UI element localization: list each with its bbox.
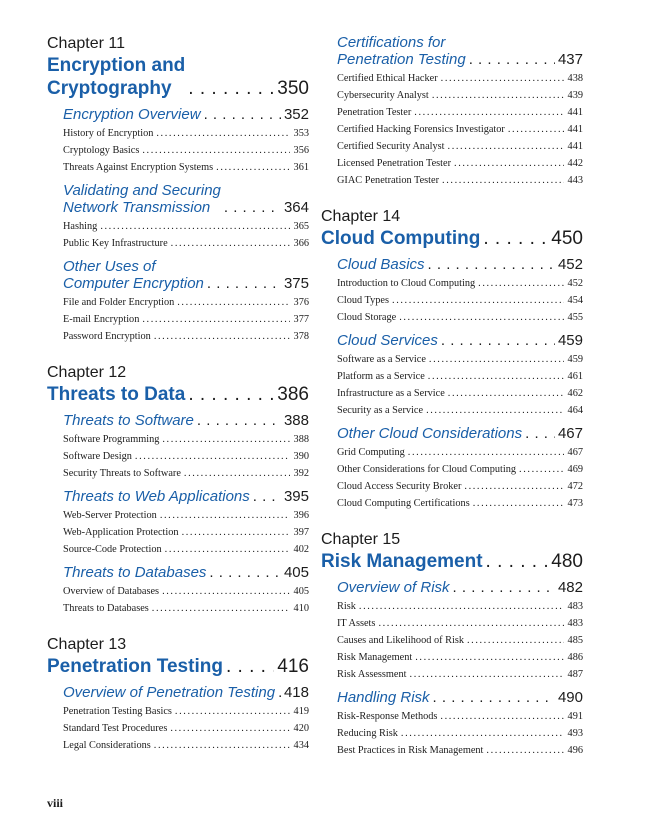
entry-page-number: 441 (567, 107, 583, 118)
chapter-title (47, 383, 309, 406)
toc-entry (337, 444, 583, 461)
section-title (337, 689, 583, 706)
entry-title: Penetration Testing Basics (63, 706, 172, 717)
entry-page-number: 361 (293, 162, 309, 173)
dot-leader (429, 351, 564, 368)
section-title (337, 34, 583, 68)
toc-entry (337, 309, 583, 326)
entry-title: Standard Test Procedures (63, 723, 168, 734)
entry-title: Certified Hacking Forensics Investigator (337, 124, 505, 135)
entry-page-number: 487 (567, 669, 583, 680)
toc-entry (337, 649, 583, 666)
toc-entry (63, 328, 309, 345)
entry-title: Cryptology Basics (63, 145, 140, 156)
toc-entry (337, 87, 583, 104)
entry-page-number: 392 (293, 468, 309, 479)
entry-page-number: 467 (567, 447, 583, 458)
chapter-title (47, 655, 309, 678)
toc-entry (63, 448, 309, 465)
dot-leader (207, 275, 281, 292)
entry-title: Introduction to Cloud Computing (337, 278, 476, 289)
entry-page-number: 462 (567, 388, 583, 399)
section-title-text: Cloud Services (337, 332, 438, 349)
entry-title: Web-Server Protection (63, 510, 157, 521)
section-title-text: Other Uses of Computer Encryption (63, 258, 204, 292)
chapter-label: Chapter 14 (321, 208, 401, 225)
dot-leader (154, 737, 290, 754)
toc-entry (63, 703, 309, 720)
entry-list (337, 351, 583, 419)
dot-leader (442, 172, 564, 189)
chapter-block (47, 34, 309, 345)
toc-entry (337, 708, 583, 725)
entry-title: Software Programming (63, 434, 160, 445)
entry-page-number: 473 (567, 498, 583, 509)
dot-leader (152, 600, 290, 617)
entry-title: Causes and Likelihood of Risk (337, 635, 464, 646)
dot-leader (464, 478, 564, 495)
entry-title: Password Encryption (63, 331, 151, 342)
entry-page-number: 454 (567, 295, 583, 306)
toc-entry (337, 104, 583, 121)
entry-title: Threats to Databases (63, 603, 149, 614)
toc-entry (63, 311, 309, 328)
entry-page-number: 366 (293, 238, 309, 249)
entry-title: Source-Code Protection (63, 544, 162, 555)
section-title-text: Cloud Basics (337, 256, 425, 273)
section-title (63, 684, 309, 701)
entry-list (63, 218, 309, 252)
dot-leader (378, 615, 564, 632)
section-page-number: 388 (283, 412, 309, 429)
dot-leader (160, 507, 290, 524)
chapter-title-text: Risk Management (321, 551, 483, 572)
entry-title: Best Practices in Risk Management (337, 745, 484, 756)
toc-entry (337, 632, 583, 649)
section-block (337, 579, 583, 683)
section-title (63, 564, 309, 581)
entry-title: Cybersecurity Analyst (337, 90, 429, 101)
page-number: viii (47, 796, 64, 810)
section-title-text: Overview of Risk (337, 579, 450, 596)
chapter-title-text: Penetration Testing (47, 656, 223, 677)
dot-leader (188, 383, 274, 406)
toc-entry (337, 725, 583, 742)
entry-page-number: 353 (293, 128, 309, 139)
toc-entry (63, 600, 309, 617)
section-title-text: Threats to Web Applications (63, 488, 250, 505)
dot-leader (428, 368, 564, 385)
dot-leader (182, 524, 290, 541)
toc-entry (337, 478, 583, 495)
section-page-number: 395 (283, 488, 309, 505)
toc-entry (63, 159, 309, 176)
entry-page-number: 356 (293, 145, 309, 156)
section-page-number: 452 (557, 256, 583, 273)
entry-page-number: 420 (293, 723, 309, 734)
dot-leader (433, 689, 555, 706)
section-title (63, 182, 309, 216)
entry-title: Security as a Service (337, 405, 424, 416)
section-title-text: Encryption Overview (63, 106, 201, 123)
entry-page-number: 491 (567, 711, 583, 722)
section-title-text: Handling Risk (337, 689, 430, 706)
entry-list (63, 294, 309, 345)
entry-page-number: 442 (567, 158, 583, 169)
section-block (63, 564, 309, 617)
toc-entry (337, 615, 583, 632)
entry-page-number: 419 (293, 706, 309, 717)
dot-leader (224, 199, 281, 216)
chapter-page-number: 480 (551, 551, 583, 572)
section-page-number: 482 (557, 579, 583, 596)
entry-page-number: 486 (567, 652, 583, 663)
entry-page-number: 493 (567, 728, 583, 739)
toc-entry (337, 666, 583, 683)
entry-title: Cloud Access Security Broker (337, 481, 462, 492)
entry-page-number: 441 (567, 141, 583, 152)
dot-leader (408, 444, 564, 461)
entry-title: Security Threats to Software (63, 468, 181, 479)
section-block (337, 425, 583, 512)
section-title (337, 256, 583, 273)
entry-list (337, 444, 583, 512)
chapter-title (47, 54, 309, 100)
entry-page-number: 459 (567, 354, 583, 365)
chapter-label: Chapter 13 (47, 636, 127, 653)
entry-page-number: 443 (567, 175, 583, 186)
dot-leader (441, 332, 555, 349)
dot-leader (469, 51, 555, 68)
section-block (63, 488, 309, 558)
entry-list (337, 598, 583, 683)
entry-list (63, 583, 309, 617)
toc-entry (63, 218, 309, 235)
chapter-label: Chapter 15 (321, 531, 401, 548)
dot-leader (100, 218, 290, 235)
entry-page-number: 377 (293, 314, 309, 325)
chapter-page-number: 386 (277, 384, 309, 405)
toc-entry (63, 541, 309, 558)
dot-leader (142, 311, 290, 328)
entry-page-number: 472 (567, 481, 583, 492)
entry-list (337, 275, 583, 326)
toc-entry (337, 495, 583, 512)
toc-entry (63, 507, 309, 524)
entry-title: E-mail Encryption (63, 314, 140, 325)
section-page-number: 459 (557, 332, 583, 349)
section-block (63, 412, 309, 482)
toc-entry (63, 737, 309, 754)
toc-entry (337, 385, 583, 402)
section-title (63, 412, 309, 429)
dot-leader (467, 632, 564, 649)
section-page-number: 352 (283, 106, 309, 123)
entry-list (63, 431, 309, 482)
dot-leader (486, 550, 549, 573)
chapter-title (321, 550, 583, 573)
section-block (63, 182, 309, 252)
dot-leader (171, 235, 290, 252)
toc-right-column (321, 34, 583, 777)
toc-entry (337, 742, 583, 759)
entry-title: Public Key Infrastructure (63, 238, 168, 249)
entry-list (337, 70, 583, 189)
entry-title: Penetration Tester (337, 107, 412, 118)
chapter-block (321, 530, 583, 759)
dot-leader (165, 541, 290, 558)
toc-left-column (47, 34, 309, 772)
entry-list (63, 507, 309, 558)
section-title-text: Certifications for Penetration Testing (337, 34, 466, 68)
dot-leader (154, 328, 290, 345)
entry-title: Other Considerations for Cloud Computing (337, 464, 517, 475)
entry-title: File and Folder Encryption (63, 297, 175, 308)
toc-entry (63, 431, 309, 448)
dot-leader (253, 488, 281, 505)
section-title (63, 258, 309, 292)
chapter-block (321, 207, 583, 512)
section-page-number: 405 (283, 564, 309, 581)
chapter-block (321, 34, 583, 189)
entry-title: Software Design (63, 451, 132, 462)
section-block (63, 258, 309, 345)
section-page-number: 490 (557, 689, 583, 706)
entry-page-number: 464 (567, 405, 583, 416)
entry-page-number: 376 (293, 297, 309, 308)
entry-page-number: 439 (567, 90, 583, 101)
dot-leader (392, 292, 564, 309)
toc-entry (63, 720, 309, 737)
entry-page-number: 402 (293, 544, 309, 555)
dot-leader (441, 70, 564, 87)
entry-title: Overview of Databases (63, 586, 160, 597)
entry-list (337, 708, 583, 759)
entry-page-number: 438 (567, 73, 583, 84)
entry-title: Hashing (63, 221, 98, 232)
dot-leader (410, 666, 564, 683)
entry-page-number: 483 (567, 601, 583, 612)
entry-page-number: 452 (567, 278, 583, 289)
toc-entry (337, 275, 583, 292)
dot-leader (519, 461, 564, 478)
chapter-title-text: Encryption and Cryptography (47, 55, 186, 99)
toc-entry (63, 142, 309, 159)
dot-leader (162, 431, 290, 448)
entry-title: GIAC Penetration Tester (337, 175, 440, 186)
section-title-text: Validating and Securing Network Transmission (63, 182, 221, 216)
section-page-number: 437 (557, 51, 583, 68)
dot-leader (359, 598, 564, 615)
chapter-page-number: 416 (277, 656, 309, 677)
entry-title: Risk Management (337, 652, 413, 663)
section-block (63, 106, 309, 176)
entry-title: Risk-Response Methods (337, 711, 438, 722)
dot-leader (170, 720, 290, 737)
toc-entry (63, 294, 309, 311)
toc-entry (337, 351, 583, 368)
dot-leader (216, 159, 290, 176)
entry-page-number: 496 (567, 745, 583, 756)
chapter-title-text: Threats to Data (47, 384, 186, 405)
dot-leader (483, 227, 548, 250)
toc-entry (337, 155, 583, 172)
dot-leader (162, 583, 290, 600)
entry-page-number: 396 (293, 510, 309, 521)
entry-title: IT Assets (337, 618, 376, 629)
entry-title: Software as a Service (337, 354, 426, 365)
entry-page-number: 434 (293, 740, 309, 751)
dot-leader (188, 77, 274, 100)
section-title (337, 579, 583, 596)
dot-leader (448, 138, 564, 155)
chapter-page-number: 450 (551, 228, 583, 249)
section-title (63, 106, 309, 123)
toc-entry (337, 138, 583, 155)
dot-leader (440, 708, 564, 725)
chapter-block (47, 635, 309, 754)
toc-entry (337, 292, 583, 309)
dot-leader (135, 448, 290, 465)
toc-entry (337, 402, 583, 419)
entry-page-number: 378 (293, 331, 309, 342)
dot-leader (448, 385, 564, 402)
entry-title: Cloud Computing Certifications (337, 498, 470, 509)
section-block (337, 256, 583, 326)
entry-page-number: 483 (567, 618, 583, 629)
dot-leader (432, 87, 564, 104)
chapter-title (321, 227, 583, 250)
section-title-text: Other Cloud Considerations (337, 425, 523, 442)
entry-title: Grid Computing (337, 447, 405, 458)
entry-title: Infrastructure as a Service (337, 388, 445, 399)
dot-leader (278, 684, 281, 701)
dot-leader (177, 294, 290, 311)
dot-leader (414, 104, 564, 121)
entry-page-number: 390 (293, 451, 309, 462)
entry-page-number: 397 (293, 527, 309, 538)
dot-leader (486, 742, 564, 759)
section-page-number: 364 (283, 199, 309, 216)
entry-title: Web-Application Protection (63, 527, 179, 538)
dot-leader (184, 465, 290, 482)
entry-title: Risk (337, 601, 356, 612)
toc-entry (337, 121, 583, 138)
toc-entry (337, 598, 583, 615)
chapter-block (47, 363, 309, 617)
entry-page-number: 461 (567, 371, 583, 382)
entry-page-number: 485 (567, 635, 583, 646)
chapter-page-number: 350 (277, 78, 309, 99)
entry-title: Certified Ethical Hacker (337, 73, 438, 84)
section-page-number: 418 (283, 684, 309, 701)
dot-leader (401, 725, 564, 742)
section-page-number: 467 (557, 425, 583, 442)
toc-entry (63, 524, 309, 541)
dot-leader (415, 649, 564, 666)
section-title (337, 332, 583, 349)
dot-leader (156, 125, 290, 142)
entry-title: Platform as a Service (337, 371, 425, 382)
entry-title: Cloud Storage (337, 312, 397, 323)
entry-page-number: 365 (293, 221, 309, 232)
entry-title: Certified Security Analyst (337, 141, 445, 152)
section-block (63, 684, 309, 754)
section-page-number: 375 (283, 275, 309, 292)
section-block (337, 34, 583, 189)
section-title-text: Threats to Databases (63, 564, 207, 581)
dot-leader (426, 402, 564, 419)
chapter-title-text: Cloud Computing (321, 228, 481, 249)
entry-page-number: 410 (293, 603, 309, 614)
section-title-text: Threats to Software (63, 412, 194, 429)
dot-leader (209, 564, 281, 581)
entry-page-number: 469 (567, 464, 583, 475)
entry-title: Cloud Types (337, 295, 390, 306)
dot-leader (197, 412, 281, 429)
toc-entry (63, 235, 309, 252)
entry-title: Threats Against Encryption Systems (63, 162, 214, 173)
entry-page-number: 405 (293, 586, 309, 597)
entry-title: Legal Considerations (63, 740, 151, 751)
dot-leader (473, 495, 564, 512)
dot-leader (226, 655, 274, 678)
toc-entry (63, 465, 309, 482)
entry-title: Reducing Risk (337, 728, 398, 739)
dot-leader (453, 579, 555, 596)
section-block (337, 332, 583, 419)
section-title (63, 488, 309, 505)
toc-entry (63, 583, 309, 600)
toc-entry (337, 368, 583, 385)
dot-leader (525, 425, 555, 442)
entry-title: Risk Assessment (337, 669, 407, 680)
entry-page-number: 455 (567, 312, 583, 323)
toc-entry (337, 70, 583, 87)
dot-leader (204, 106, 281, 123)
section-block (337, 689, 583, 759)
dot-leader (175, 703, 290, 720)
toc-entry (63, 125, 309, 142)
entry-list (63, 125, 309, 176)
chapter-label: Chapter 11 (47, 35, 125, 52)
dot-leader (454, 155, 564, 172)
chapter-label: Chapter 12 (47, 364, 127, 381)
dot-leader (478, 275, 564, 292)
section-title (337, 425, 583, 442)
entry-title: Licensed Penetration Tester (337, 158, 452, 169)
dot-leader (428, 256, 555, 273)
entry-list (63, 703, 309, 754)
dot-leader (142, 142, 290, 159)
toc-entry (337, 461, 583, 478)
dot-leader (508, 121, 564, 138)
entry-page-number: 441 (567, 124, 583, 135)
toc-entry (337, 172, 583, 189)
section-title-text: Overview of Penetration Testing (63, 684, 276, 701)
entry-page-number: 388 (293, 434, 309, 445)
dot-leader (399, 309, 564, 326)
entry-title: History of Encryption (63, 128, 154, 139)
